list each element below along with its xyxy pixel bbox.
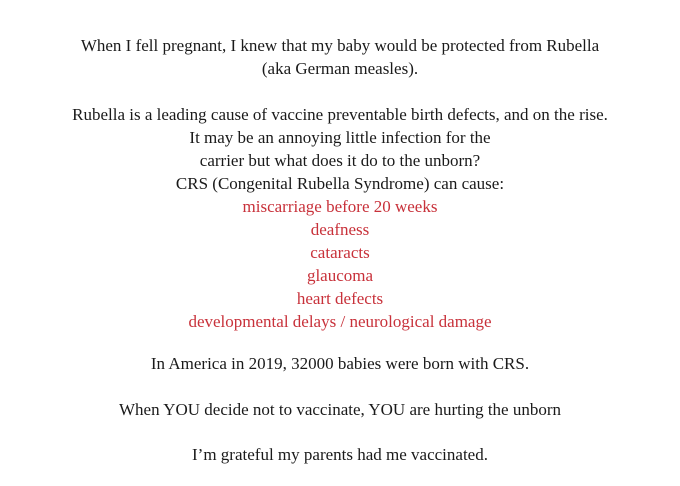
effect-item-glaucoma: glaucoma: [306, 266, 374, 285]
effect-item-heart-defects: heart defects: [296, 289, 384, 308]
body-line-2: It may be an annoying little infection for the: [189, 128, 491, 147]
effect-item-deafness: deafness: [310, 220, 370, 239]
intro-line-1: When I fell pregnant, I knew that my baby would be protected from Rubella: [80, 36, 600, 55]
effect-item-cataracts: cataracts: [310, 243, 370, 262]
intro-line-2: (aka German measles).: [261, 59, 419, 78]
closing-line: I’m grateful my parents had me vaccinated.: [192, 445, 488, 464]
statistic-line: In America in 2019, 32000 babies were born with CRS.: [150, 354, 530, 373]
effect-item-developmental-delays: developmental delays / neurological damage: [188, 312, 492, 331]
body-line-4: CRS (Congenital Rubella Syndrome) can cause:: [175, 174, 505, 193]
body-line-1: Rubella is a leading cause of vaccine preventable birth defects, and on the rise.: [72, 105, 608, 124]
warning-line: When YOU decide not to vaccinate, YOU are hurting the unborn: [118, 400, 561, 419]
body-line-3: carrier but what does it do to the unborn?: [199, 151, 481, 170]
effect-item-miscarriage: miscarriage before 20 weeks: [242, 197, 438, 216]
